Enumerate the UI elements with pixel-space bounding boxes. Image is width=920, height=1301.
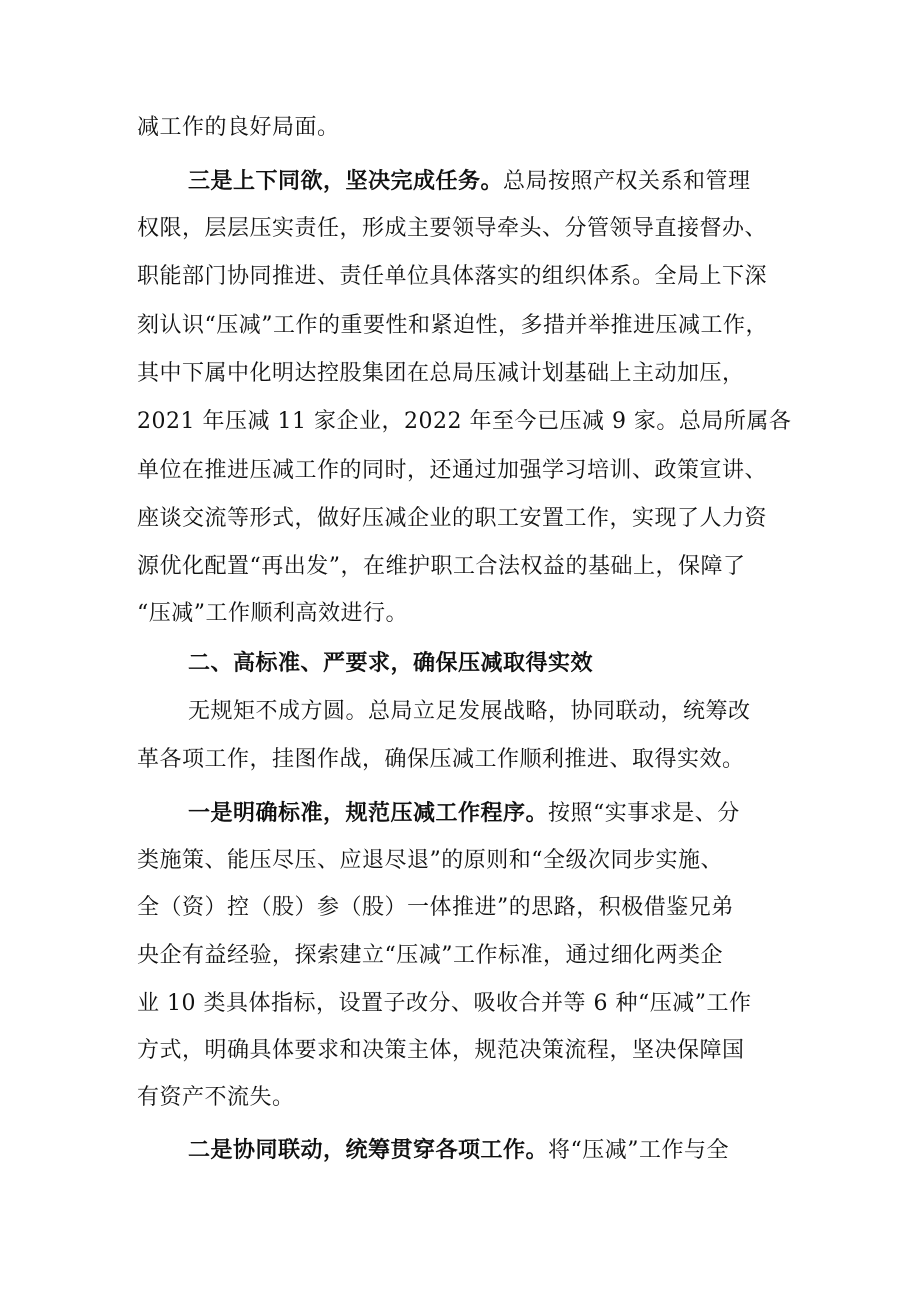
body-line [137,941,920,971]
section-heading: 二、高标准、严要求，确保压减取得实效 [188,650,594,676]
body-line [137,456,920,486]
body-line [137,359,920,389]
section-heading-line [188,648,920,679]
bold-heading-segment: 三是上下同欲，坚决完成任务。 [188,168,504,194]
text-segment: 其中下属中化明达控股集团在总局压减计划基础上主动加压， [137,361,745,386]
text-segment: 全（资）控（股）参（股）一体推进”的思路，积极借鉴兄弟 [137,895,734,920]
body-line [137,989,920,1019]
text-segment: 类施策、能压尽压、应退尽退”的原则和“全级次同步实施、 [137,848,723,873]
text-segment: “压减”工作顺利高效进行。 [137,601,408,626]
text-segment: 有资产不流失。 [137,1085,295,1110]
body-line [137,214,920,244]
body-line [137,893,920,923]
text-segment: 2021 年压减 11 家企业，2022 年至今已压减 9 家。总局所属各 [137,409,792,434]
body-line [137,1036,920,1066]
bold-lead-line [188,1135,920,1166]
body-line [188,697,920,727]
text-segment: 按照“实事求是、分 [548,801,740,826]
text-segment: 权限，层层压实责任，形成主要领导牵头、分管领导直接督办、 [137,216,768,241]
text-segment: 单位在推进压减工作的同时，还通过加强学习培训、政策宣讲、 [137,458,768,483]
body-line [137,113,920,143]
body-line [137,311,920,341]
text-segment: 央企有益经验，探索建立“压减”工作标准，通过细化两类企 [137,943,723,968]
body-line [137,552,920,582]
body-line [137,1083,920,1113]
body-line [137,262,920,292]
text-segment: 无规矩不成方圆。总局立足发展战略，协同联动，统筹改 [188,699,751,724]
text-segment: 刻认识“压减”工作的重要性和紧迫性，多措并举推进压减工作， [137,313,768,338]
text-segment: 源优化配置“再出发”，在维护职工合法权益的基础上，保障了 [137,554,746,579]
bold-lead-line [188,166,920,197]
body-line [137,599,920,629]
bold-heading-segment: 一是明确标准，规范压减工作程序。 [188,800,549,826]
text-segment: 座谈交流等形式，做好压减企业的职工安置工作，实现了人力资 [137,506,768,531]
body-line [137,846,920,876]
bold-heading-segment: 二是协同联动，统筹贯穿各项工作。 [188,1137,549,1163]
body-line [137,745,920,775]
text-segment: 革各项工作，挂图作战，确保压减工作顺利推进、取得实效。 [137,747,745,772]
bold-lead-line [188,798,920,829]
text-segment: 减工作的良好局面。 [137,115,340,140]
text-segment: 方式，明确具体要求和决策主体，规范决策流程，坚决保障国 [137,1038,745,1063]
text-segment: 将“压减”工作与全 [548,1138,730,1163]
body-line [137,504,920,534]
text-segment: 业 10 类具体指标，设置子改分、吸收合并等 6 种“压减”工作 [137,991,752,1016]
text-segment: 总局按照产权关系和管理 [503,169,751,194]
text-segment: 职能部门协同推进、责任单位具体落实的组织体系。全局上下深 [137,264,768,289]
body-line [137,407,920,437]
